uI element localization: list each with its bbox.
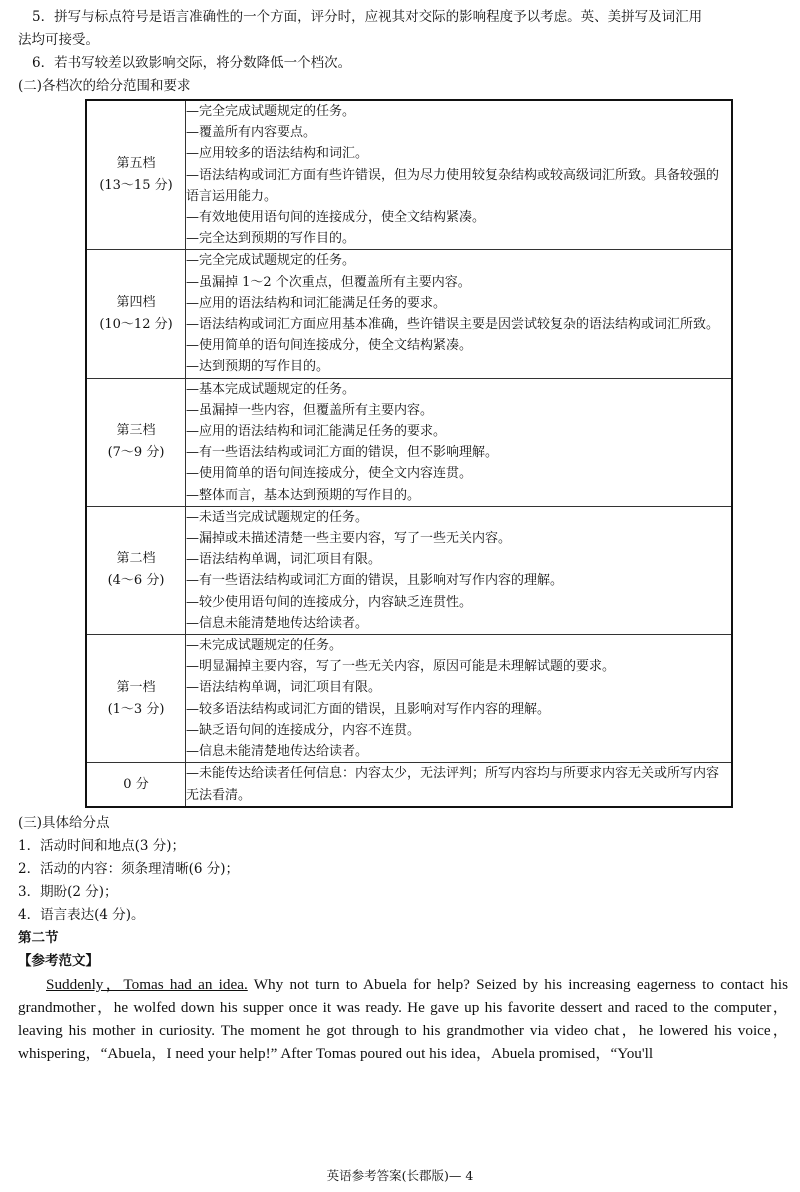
rubric-requirement: —使用简单的语句间连接成分，使全文结构紧凑。	[186, 338, 473, 354]
rubric-row	[86, 763, 732, 807]
sample-essay-continuation: Why not turn to Abuela for help? Seized by his increasing eagerness to contact his grandmother，he wolfed down his supper once it was ready. He gave up his favorite dessert and raced to the computer，leaving his mother in curiosity. The moment he got through to his grandmother via video chat，he lowered his voice，whispering，“Abuela，I need your help!” After Tomas poured out his idea，Abuela promised，“You'll	[18, 975, 788, 1062]
page-footer: 英语参考答案(长郡版)— 4	[326, 1168, 474, 1183]
score-point-4: 4．语言表达(4 分)。	[18, 906, 145, 923]
sample-essay-first-sentence: Suddenly，Tomas had an idea.	[46, 975, 248, 993]
rubric-row	[86, 250, 732, 378]
rubric-grade-cell	[86, 506, 186, 634]
rubric-grade-label: 第一档	[116, 679, 156, 695]
rubric-requirement: —语法结构或词汇方面有些许错误，但为尽力使用较复杂结构或较高级词汇所致。具备较强的语言运用能力。	[186, 167, 720, 204]
rubric-requirement: —语法结构或词汇方面应用基本准确，些许错误主要是因尝试较复杂的语法结构或词汇所致。	[186, 317, 720, 333]
rubric-requirement: —基本完成试题规定的任务。	[186, 381, 356, 397]
rubric-requirement: —较多语法结构或词汇方面的错误，且影响对写作内容的理解。	[186, 701, 551, 717]
rubric-grade-cell	[86, 378, 186, 506]
rubric-grade-label: 第三档	[116, 423, 156, 439]
grading-rubric-table	[85, 99, 733, 808]
rubric-requirement: —完全达到预期的写作目的。	[186, 231, 356, 247]
rubric-grade-range: (4～6 分)	[107, 573, 165, 589]
rubric-requirement: —有效地使用语句间的连接成分，使全文结构紧凑。	[186, 210, 486, 226]
rubric-requirement: —信息未能清楚地传达给读者。	[186, 744, 369, 760]
scoring-note-6: 6．若书写较差以致影响交际，将分数降低一个档次。	[32, 55, 352, 71]
rubric-row	[86, 506, 732, 634]
rubric-requirement: —完全完成试题规定的任务。	[186, 253, 356, 269]
rubric-requirement: —缺乏语句间的连接成分，内容不连贯。	[186, 722, 421, 738]
rubric-requirements-cell	[186, 250, 733, 378]
rubric-requirement: —虽漏掉一些内容，但覆盖所有主要内容。	[186, 402, 434, 418]
rubric-grade-range: (10～12 分)	[99, 317, 173, 333]
rubric-requirement: —整体而言，基本达到预期的写作目的。	[186, 487, 421, 503]
rubric-grade-cell	[86, 635, 186, 763]
rubric-requirement: —应用较多的语法结构和词汇。	[186, 146, 369, 162]
section-heading-score-points: (三)具体给分点	[18, 814, 110, 831]
rubric-requirement: —使用简单的语句间连接成分，使全文内容连贯。	[186, 466, 473, 482]
rubric-row	[86, 635, 732, 763]
score-point-1: 1．活动时间和地点(3 分)；	[18, 837, 186, 854]
rubric-requirement: —明显漏掉主要内容，写了一些无关内容，原因可能是未理解试题的要求。	[186, 659, 616, 675]
answer-page	[18, 6, 788, 1065]
rubric-requirement: —覆盖所有内容要点。	[186, 125, 317, 141]
rubric-requirements-cell	[186, 506, 733, 634]
rubric-requirements-cell	[186, 763, 733, 807]
rubric-requirements-cell	[186, 378, 733, 506]
rubric-requirement: —信息未能清楚地传达给读者。	[186, 615, 369, 631]
rubric-requirement: —完全完成试题规定的任务。	[186, 104, 356, 119]
rubric-requirement: —语法结构单调，词汇项目有限。	[186, 680, 382, 696]
rubric-requirement: —应用的语法结构和词汇能满足任务的要求。	[186, 295, 447, 311]
rubric-requirement: —较少使用语句间的连接成分，内容缺乏连贯性。	[186, 594, 473, 610]
rubric-row	[86, 378, 732, 506]
section-heading-grade-ranges: (二)各档次的给分范围和要求	[18, 78, 191, 94]
rubric-requirement: —未完成试题规定的任务。	[186, 638, 343, 654]
sample-essay-heading: 【参考范文】	[18, 952, 99, 969]
rubric-requirement: —未能传达给读者任何信息：内容太少，无法评判；所写内容均与所要求内容无关或所写内容无法看清。	[186, 766, 720, 803]
rubric-requirement: —达到预期的写作目的。	[186, 359, 330, 375]
rubric-grade-range: (7～9 分)	[107, 445, 165, 461]
score-point-2: 2．活动的内容：须条理清晰(6 分)；	[18, 860, 240, 877]
rubric-grade-cell	[86, 250, 186, 378]
rubric-grade-label: 第五档	[116, 156, 156, 172]
rubric-grade-cell	[86, 763, 186, 807]
rubric-grade-range: (1～3 分)	[107, 701, 165, 717]
scoring-note-5-line2: 法均可接受。	[18, 32, 99, 48]
rubric-requirements-cell	[186, 635, 733, 763]
rubric-requirement: —有一些语法结构或词汇方面的错误，且影响对写作内容的理解。	[186, 573, 564, 589]
rubric-requirements-cell	[186, 100, 733, 250]
rubric-requirement: —语法结构单调，词汇项目有限。	[186, 552, 382, 568]
sample-essay-text	[18, 973, 788, 1065]
rubric-grade-cell	[86, 100, 186, 250]
rubric-requirement: —虽漏掉 1～2 个次重点，但覆盖所有主要内容。	[186, 274, 471, 290]
rubric-requirement: —漏掉或未描述清楚一些主要内容，写了一些无关内容。	[186, 531, 512, 547]
scoring-note-5-line1: 5．拼写与标点符号是语言准确性的一个方面，评分时，应视其对交际的影响程度予以考虑。英、美拼写及词汇用	[32, 9, 703, 25]
rubric-requirement: —有一些语法结构或词汇方面的错误，但不影响理解。	[186, 445, 499, 461]
rubric-requirement: —应用的语法结构和词汇能满足任务的要求。	[186, 424, 447, 440]
rubric-requirement: —未适当完成试题规定的任务。	[186, 509, 369, 525]
rubric-grade-label: 0 分	[123, 776, 149, 792]
rubric-grade-range: (13～15 分)	[99, 178, 173, 194]
rubric-row	[86, 100, 732, 250]
rubric-grade-label: 第二档	[116, 551, 156, 567]
rubric-grade-label: 第四档	[116, 295, 156, 311]
score-point-3: 3．期盼(2 分)；	[18, 883, 118, 900]
part-two-heading: 第二节	[18, 929, 59, 946]
